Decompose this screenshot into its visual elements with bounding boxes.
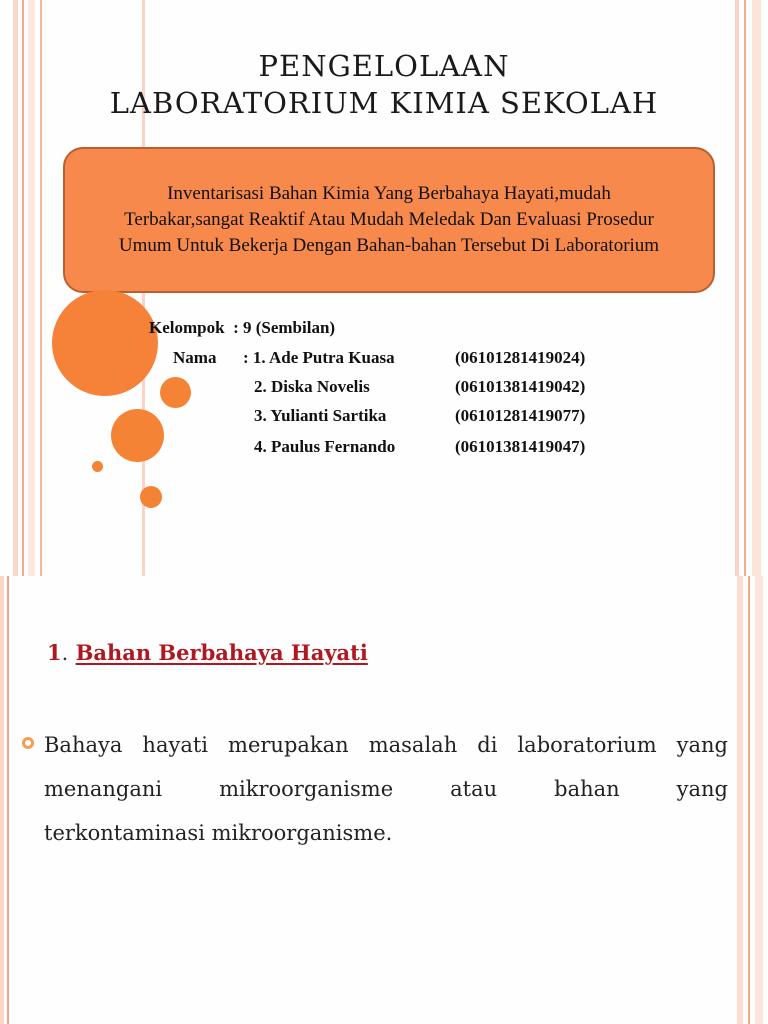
member-name: 3. Yulianti Sartika — [254, 406, 387, 425]
member-nim: (06101381419047) — [455, 437, 586, 456]
bullet-circle-icon — [22, 737, 34, 749]
decorative-stripe — [752, 0, 761, 576]
member-name: 2. Diska Novelis — [254, 377, 370, 396]
bullet-paragraph — [44, 723, 728, 855]
group-row — [149, 318, 335, 338]
decorative-circle-small — [160, 377, 191, 408]
section-heading — [47, 640, 368, 665]
decorative-stripe — [7, 576, 9, 1024]
paragraph-line-2: menangani mikroorganisme atau bahan yang — [44, 777, 728, 801]
member-name: : 1. Ade Putra Kuasa — [243, 348, 395, 367]
decorative-circle-small — [140, 486, 162, 508]
decorative-stripe — [748, 576, 750, 1024]
group-value: : 9 (Sembilan) — [233, 318, 336, 337]
names-label: Nama — [173, 348, 217, 367]
member-nim: (06101281419024) — [455, 348, 586, 367]
decorative-stripe — [737, 576, 743, 1024]
subtitle-line-2: Terbakar,sangat Reaktif Atau Mudah Meledak Dan Evaluasi Prosedur — [124, 209, 654, 230]
decorative-stripe — [22, 0, 24, 576]
member-nim: (06101381419042) — [455, 377, 586, 396]
decorative-circle-medium — [111, 409, 164, 462]
decorative-circle-tiny — [92, 461, 103, 472]
subtitle-text — [119, 181, 659, 259]
heading-dot: . — [61, 641, 69, 665]
title-line-2: LABORATORIUM KIMIA SEKOLAH — [109, 86, 659, 120]
paragraph-line-1: Bahaya hayati merupakan masalah di laboratorium yang — [44, 733, 728, 757]
decorative-stripe — [755, 576, 763, 1024]
title-line-1: PENGELOLAAN — [258, 49, 510, 83]
member-nim: (06101281419077) — [455, 406, 586, 425]
decorative-circle-large — [52, 290, 158, 396]
decorative-stripe — [28, 0, 35, 576]
paragraph-line-3: terkontaminasi mikroorganisme. — [44, 821, 393, 845]
content-slide — [0, 576, 768, 1024]
group-label: Kelompok — [149, 318, 225, 337]
subtitle-line-3: Umum Untuk Bekerja Dengan Bahan-bahan Tersebut Di Laboratorium — [118, 235, 660, 256]
subtitle-box — [63, 147, 715, 293]
decorative-stripe — [735, 0, 739, 576]
subtitle-line-1: Inventarisasi Bahan Kimia Yang Berbahaya Hayati,mudah — [167, 183, 611, 204]
heading-text: Bahan Berbahaya Hayati — [75, 640, 368, 665]
slide-title — [40, 48, 728, 122]
member-name: 4. Paulus Fernando — [254, 437, 396, 456]
heading-number: 1 — [47, 640, 62, 665]
decorative-stripe — [13, 0, 18, 576]
decorative-stripe — [0, 576, 4, 1024]
decorative-stripe — [744, 0, 746, 576]
